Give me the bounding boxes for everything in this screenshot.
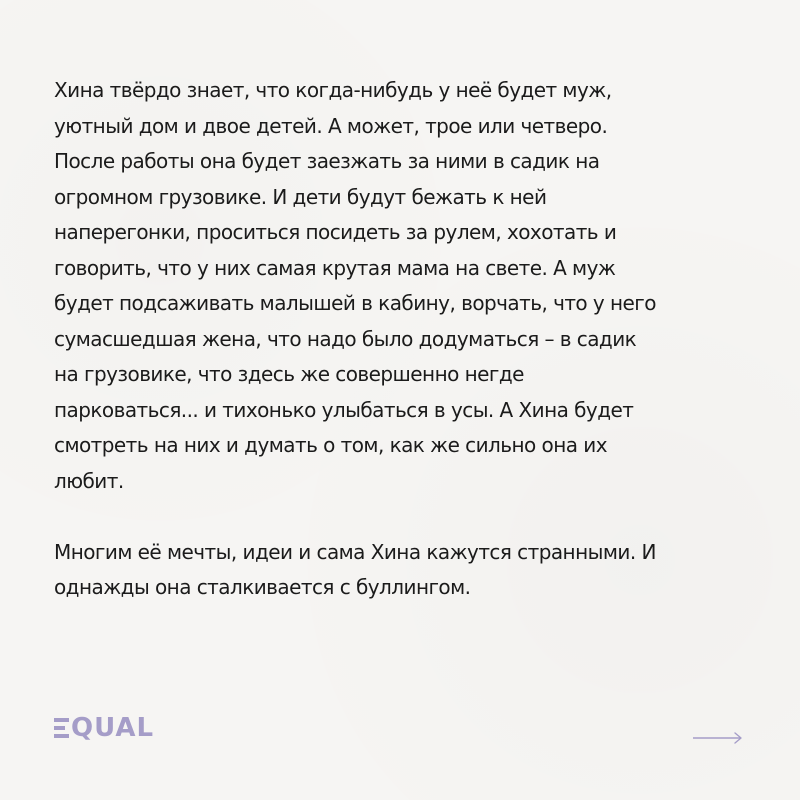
text-line: смотреть на них и думать о том, как же сильно она их (54, 433, 608, 457)
equal-logo (54, 713, 154, 743)
text-line: говорить, что у них самая крутая мама на свете. А муж (54, 255, 616, 280)
text-line: Хина твёрдо знает, что когда-нибудь у неё будет муж, (54, 78, 612, 102)
text-line: огромном грузовике. И дети будут бежать к ней (54, 184, 547, 209)
logo-text: QUAL (71, 713, 155, 743)
arrow-right-icon[interactable] (693, 731, 743, 745)
paragraph-gap (54, 499, 744, 535)
equal-bars-e-icon (54, 718, 69, 738)
text-line: После работы она будет заезжать за ними в садик на (54, 149, 600, 173)
paragraph-1 (54, 73, 744, 499)
text-line: наперегонки, проситься посидеть за рулем, хохотать и (54, 220, 617, 244)
text-line: уютный дом и двое детей. А может, трое или четверо. (54, 113, 608, 138)
text-line: парковаться... и тихонько улыбаться в усы. А Хина будет (54, 397, 634, 422)
text-line: будет подсаживать малышей в кабину, ворчать, что у него (54, 291, 656, 315)
text-line: на грузовике, что здесь же совершенно негде (54, 362, 524, 386)
paragraph-2 (54, 535, 744, 606)
story-text (54, 73, 744, 606)
text-line: Многим её мечты, идеи и сама Хина кажутся странными. И (54, 539, 656, 564)
text-line: однажды она сталкивается с буллингом. (54, 575, 471, 599)
text-line: сумасшедшая жена, что надо было додуматься – в садик (54, 326, 637, 351)
text-line: любит. (54, 468, 124, 493)
